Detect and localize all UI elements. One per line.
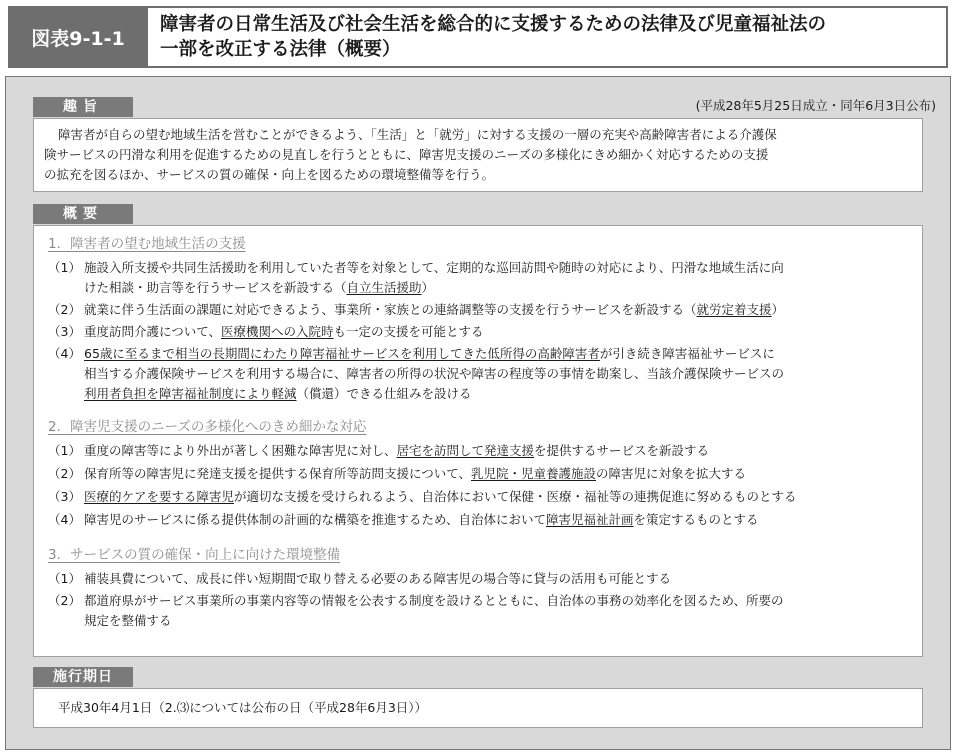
section1-item4 xyxy=(40,344,914,404)
item-number: （3） xyxy=(48,489,81,504)
underlined-term: 自立生活援助 xyxy=(346,280,422,295)
gaiyo-panel xyxy=(33,225,923,657)
item-text-line2: 規定を整備する xyxy=(84,613,172,628)
shushi-line3: の拡充を図るほか、サービスの質の確保・向上を図るための環境整備等を行う。 xyxy=(44,167,495,182)
item-text: 重度の障害等により外出が著しく困難な障害児に対し、居宅を訪問して発達支援を提供するサービスを新設する xyxy=(84,443,710,458)
item-number: （4） xyxy=(48,512,81,527)
section2-item4 xyxy=(40,510,914,530)
figure-title-line2: 一部を改正する法律（概要） xyxy=(160,39,401,60)
item-number: （2） xyxy=(48,302,81,317)
figure-title-line1: 障害者の日常生活及び社会生活を総合的に支援するための法律及び児童福祉法の xyxy=(160,14,827,35)
section1-item3 xyxy=(40,322,914,342)
item-text: 重度訪問介護について、医療機関への入院時も一定の支援を可能とする xyxy=(84,324,484,339)
item-text-line3: 利用者負担を障害福祉制度により軽減（償還）できる仕組みを設ける xyxy=(84,386,472,401)
section3-item2 xyxy=(40,591,914,631)
shushi-date: (平成28年5月25日成立・同年6月3日公布) xyxy=(695,98,936,113)
underlined-term: 障害児福祉計画 xyxy=(546,512,634,527)
item-number: （2） xyxy=(48,593,81,608)
underlined-term: 利用者負担を障害福祉制度により軽減 xyxy=(84,386,297,401)
figure-header xyxy=(0,0,956,70)
shiko-text: 平成30年4月1日（2.⑶については公布の日（平成28年6月3日）） xyxy=(58,700,428,715)
item-text-line2: けた相談・助言等を行うサービスを新設する（自立生活援助） xyxy=(84,280,435,295)
section3-item1 xyxy=(40,569,914,589)
shushi-line2: 険サービスの円滑な利用を促進するための見直しを行うとともに、障害児支援のニーズの多様化にきめ細かく対応するための支援 xyxy=(44,147,769,162)
section2-heading: 2．障害児支援のニーズの多様化へのきめ細かな対応 xyxy=(48,419,367,435)
item-number: （2） xyxy=(48,466,81,481)
shushi-tag: 趣旨 xyxy=(33,97,133,117)
section2-item2 xyxy=(40,464,914,484)
underlined-term: 就労定着支援 xyxy=(696,302,772,317)
underlined-term: 65歳に至るまで相当の長期間にわたり障害福祉サービスを利用してきた低所得の高齢障害者 xyxy=(84,346,600,361)
item-text: 補装具費について、成長に伴い短期間で取り替える必要のある障害児の場合等に貸与の活用も可能とする xyxy=(84,571,672,586)
section2-item3 xyxy=(40,487,914,507)
underlined-term: 乳児院・児童養護施設 xyxy=(471,466,597,481)
item-text: 都道府県がサービス事業所の事業内容等の情報を公表する制度を設けるとともに、自治体の事務の効率化を図るため、所要の xyxy=(84,593,784,608)
item-text: 医療的ケアを要する障害児が適切な支援を受けられるよう、自治体において保健・医療・福祉等の連携促進に努めるものとする xyxy=(84,489,797,504)
item-number: （4） xyxy=(48,346,81,361)
item-text: 保育所等の障害児に発達支援を提供する保育所等訪問支援について、乳児院・児童養護施設の障害児に対象を拡大する xyxy=(84,466,747,481)
shiko-tag: 施行期日 xyxy=(33,667,133,687)
section1-item1 xyxy=(40,258,914,298)
underlined-term: 居宅を訪問して発達支援 xyxy=(396,443,535,458)
section1-item2 xyxy=(40,300,914,320)
item-number: （3） xyxy=(48,324,81,339)
item-number: （1） xyxy=(48,571,81,586)
item-number: （1） xyxy=(48,260,81,275)
item-text: 就業に伴う生活面の課題に対応できるよう、事業所・家族との連絡調整等の支援を行うサービスを新設する（就労定着支援） xyxy=(84,302,785,317)
shushi-panel xyxy=(33,118,923,192)
section2-item1 xyxy=(40,441,914,461)
underlined-term: 医療的ケアを要する障害児 xyxy=(84,489,235,504)
section1-heading: 1．障害者の望む地域生活の支援 xyxy=(48,236,246,252)
gaiyo-tag: 概要 xyxy=(33,204,133,224)
item-text: 施設入所支援や共同生活援助を利用していた者等を対象として、定期的な巡回訪問や随時の対応により、円滑な地域生活に向 xyxy=(84,260,784,275)
figure-label: 図表9-1-1 xyxy=(8,6,148,68)
item-text: 65歳に至るまで相当の長期間にわたり障害福祉サービスを利用してきた低所得の高齢障害者が引き続き障害福祉サービスに xyxy=(84,346,775,361)
section3-heading: 3．サービスの質の確保・向上に向けた環境整備 xyxy=(48,547,341,563)
item-text: 障害児のサービスに係る提供体制の計画的な構築を推進するため、自治体において障害児福祉計画を策定するものとする xyxy=(84,512,759,527)
shushi-line1: 障害者が自らの望む地域生活を営むことができるよう、「生活」と「就労」に対する支援の一層の充実や高齢障害者による介護保 xyxy=(58,127,777,142)
shiko-panel xyxy=(33,688,923,728)
figure-title xyxy=(148,6,948,68)
underlined-term: 医療機関への入院時 xyxy=(221,324,334,339)
item-text-line2: 相当する介護保険サービスを利用する場合に、障害者の所得の状況や障害の程度等の事情を勘案し、当該介護保険サービスの xyxy=(84,366,785,381)
item-number: （1） xyxy=(48,443,81,458)
